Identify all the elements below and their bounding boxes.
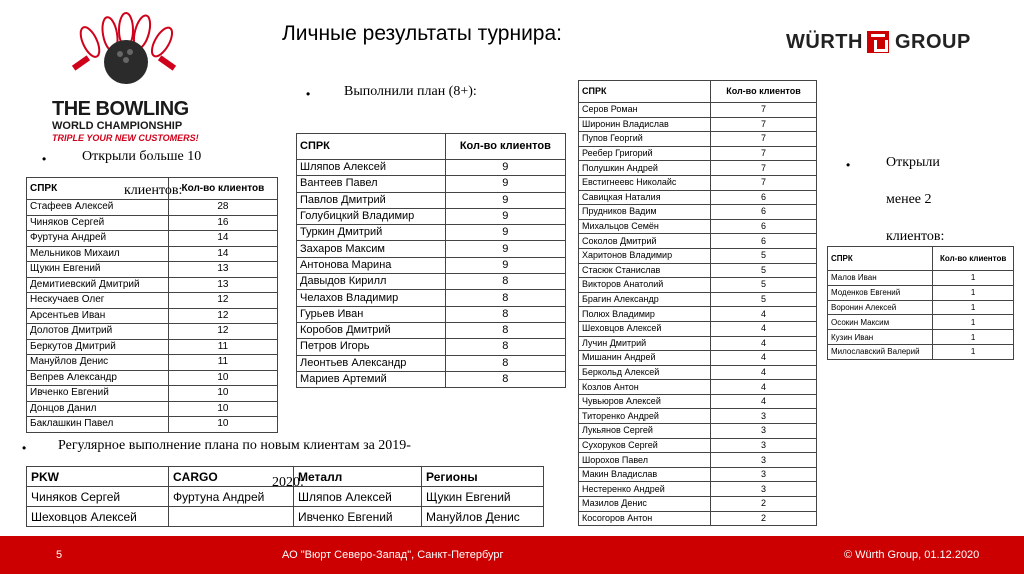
- table-row: [27, 308, 278, 324]
- count-cell: 9: [445, 176, 565, 192]
- table-row: [297, 241, 566, 257]
- count-cell: 2: [710, 497, 816, 512]
- name-cell: Фуртуна Андрей: [27, 231, 169, 247]
- cell: Фуртуна Андрей: [169, 487, 294, 507]
- name-cell: Захаров Максим: [297, 241, 446, 257]
- header-count: Кол-во клиентов: [445, 134, 565, 160]
- name-cell: Нескучаев Олег: [27, 293, 169, 309]
- table-row: [579, 175, 817, 190]
- count-cell: 7: [710, 161, 816, 176]
- count-cell: 4: [710, 380, 816, 395]
- table-row: [828, 300, 1014, 315]
- count-cell: 4: [710, 336, 816, 351]
- name-cell: Чувьюров Алексей: [579, 394, 711, 409]
- count-cell: 8: [445, 290, 565, 306]
- name-cell: Ивченко Евгений: [27, 386, 169, 402]
- table-row: [828, 344, 1014, 359]
- name-cell: Воронин Алексей: [828, 300, 933, 315]
- count-cell: 1: [933, 300, 1014, 315]
- name-cell: Долотов Дмитрий: [27, 324, 169, 340]
- table-row: [579, 307, 817, 322]
- table-less2-body: [828, 271, 1014, 360]
- count-cell: 9: [445, 160, 565, 176]
- cell: Ивченко Евгений: [294, 507, 422, 527]
- header-pkw: PKW: [27, 467, 169, 487]
- name-cell: Широнин Владислав: [579, 117, 711, 132]
- table-row: [27, 370, 278, 386]
- count-cell: 3: [710, 467, 816, 482]
- table-row: [27, 324, 278, 340]
- section-more10-line1: Открыли больше 10: [82, 149, 202, 164]
- table-row: [27, 507, 544, 527]
- name-cell: Реебер Григорий: [579, 146, 711, 161]
- table-row: [27, 200, 278, 216]
- name-cell: Пупов Георгий: [579, 132, 711, 147]
- table-row: [828, 271, 1014, 286]
- count-cell: 8: [445, 322, 565, 338]
- count-cell: 10: [168, 417, 277, 433]
- table-all: [578, 80, 817, 526]
- count-cell: 13: [168, 277, 277, 293]
- name-cell: Полюх Владимир: [579, 307, 711, 322]
- count-cell: 10: [168, 386, 277, 402]
- name-cell: Стафеев Алексей: [27, 200, 169, 216]
- table-row: [297, 225, 566, 241]
- name-cell: Мануйлов Денис: [27, 355, 169, 371]
- count-cell: 8: [445, 274, 565, 290]
- name-cell: Туркин Дмитрий: [297, 225, 446, 241]
- count-cell: 4: [710, 351, 816, 366]
- table-plan8: [296, 133, 566, 388]
- count-cell: 13: [168, 262, 277, 278]
- name-cell: Макин Владислав: [579, 467, 711, 482]
- table-row: [828, 285, 1014, 300]
- count-cell: 10: [168, 401, 277, 417]
- name-cell: Павлов Дмитрий: [297, 192, 446, 208]
- count-cell: 3: [710, 424, 816, 439]
- name-cell: Антонова Марина: [297, 257, 446, 273]
- table-row: [579, 409, 817, 424]
- section-less2-line1: Открыли: [886, 155, 940, 170]
- name-cell: Шляпов Алексей: [297, 160, 446, 176]
- header-count: Кол-во клиентов: [168, 178, 277, 200]
- count-cell: 1: [933, 271, 1014, 286]
- count-cell: 6: [710, 190, 816, 205]
- count-cell: 5: [710, 248, 816, 263]
- name-cell: Шорохов Павел: [579, 453, 711, 468]
- name-cell: Вантеев Павел: [297, 176, 446, 192]
- section-plan8-label: Выполнили план (8+):: [344, 84, 477, 99]
- table-row: [27, 231, 278, 247]
- header-regiony: Регионы: [422, 467, 544, 487]
- footer-copyright: © Würth Group, 01.12.2020: [844, 549, 980, 561]
- table-row: [297, 274, 566, 290]
- table-row: [579, 351, 817, 366]
- table-row: [297, 339, 566, 355]
- table-row: [579, 511, 817, 526]
- wurth-mark-icon: [867, 31, 889, 53]
- count-cell: 7: [710, 117, 816, 132]
- count-cell: 3: [710, 453, 816, 468]
- table-row: [297, 160, 566, 176]
- count-cell: 8: [445, 306, 565, 322]
- table-row: [579, 161, 817, 176]
- table-more10: [26, 177, 278, 433]
- name-cell: Полушкин Андрей: [579, 161, 711, 176]
- name-cell: Шеховцов Алексей: [579, 321, 711, 336]
- name-cell: Моденков Евгений: [828, 285, 933, 300]
- table-row: [297, 208, 566, 224]
- header-cargo: CARGO: [169, 467, 294, 487]
- name-cell: Лукьянов Сергей: [579, 424, 711, 439]
- page-number: 5: [56, 549, 63, 561]
- bullet-icon: •: [846, 158, 851, 172]
- footer-bar: [0, 536, 1024, 574]
- table-row: [27, 386, 278, 402]
- name-cell: Коробов Дмитрий: [297, 322, 446, 338]
- table-row: [297, 322, 566, 338]
- count-cell: 7: [710, 175, 816, 190]
- section-less2-line3: клиентов:: [886, 229, 945, 244]
- name-cell: Серов Роман: [579, 103, 711, 118]
- count-cell: 10: [168, 370, 277, 386]
- table-row: [27, 293, 278, 309]
- table-row: [579, 219, 817, 234]
- table-less2: [827, 246, 1014, 360]
- header-sprk: СПРК: [579, 81, 711, 103]
- name-cell: Беркольд Алексей: [579, 365, 711, 380]
- count-cell: 3: [710, 482, 816, 497]
- table-row: [297, 290, 566, 306]
- header-count: Кол-во клиентов: [710, 81, 816, 103]
- logo-line-2: WORLD CHAMPIONSHIP: [52, 120, 183, 132]
- count-cell: 14: [168, 231, 277, 247]
- count-cell: 1: [933, 330, 1014, 345]
- count-cell: 3: [710, 409, 816, 424]
- name-cell: Нестеренко Андрей: [579, 482, 711, 497]
- count-cell: 14: [168, 246, 277, 262]
- table-row: [27, 277, 278, 293]
- table-row: [27, 246, 278, 262]
- logo-line-3: TRIPLE YOUR NEW CUSTOMERS!: [52, 133, 199, 143]
- name-cell: Челахов Владимир: [297, 290, 446, 306]
- logo-line-1: THE BOWLING: [52, 98, 189, 120]
- name-cell: Савицкая Наталия: [579, 190, 711, 205]
- name-cell: Михальцов Семён: [579, 219, 711, 234]
- name-cell: Косогоров Антон: [579, 511, 711, 526]
- table-row: [579, 292, 817, 307]
- count-cell: 5: [710, 278, 816, 293]
- bowling-logo: [50, 12, 200, 143]
- page-title: Личные результаты турнира:: [282, 22, 563, 45]
- table-row: [27, 401, 278, 417]
- table-row: [27, 417, 278, 433]
- table-row: [579, 438, 817, 453]
- count-cell: 11: [168, 355, 277, 371]
- section-regular-line2: 2020:: [272, 475, 304, 490]
- count-cell: 4: [710, 307, 816, 322]
- table-row: [579, 394, 817, 409]
- header-sprk: СПРК: [828, 247, 933, 271]
- name-cell: Сухоруков Сергей: [579, 438, 711, 453]
- table-row: [579, 380, 817, 395]
- name-cell: Мазилов Денис: [579, 497, 711, 512]
- count-cell: 9: [445, 241, 565, 257]
- section-more10-line2: клиентов:: [124, 183, 183, 198]
- count-cell: 2: [710, 511, 816, 526]
- table-row: [27, 215, 278, 231]
- name-cell: Козлов Антон: [579, 380, 711, 395]
- table-row: [579, 146, 817, 161]
- count-cell: 4: [710, 365, 816, 380]
- name-cell: Вепрев Александр: [27, 370, 169, 386]
- name-cell: Баклашкин Павел: [27, 417, 169, 433]
- section-less2-line2: менее 2: [886, 192, 932, 207]
- name-cell: Милославский Валерий: [828, 344, 933, 359]
- count-cell: 7: [710, 103, 816, 118]
- name-cell: Малов Иван: [828, 271, 933, 286]
- table-row: [27, 262, 278, 278]
- wurth-group-logo: [786, 30, 971, 54]
- name-cell: Викторов Анатолий: [579, 278, 711, 293]
- name-cell: Осокин Максим: [828, 315, 933, 330]
- table-row: [579, 190, 817, 205]
- table-plan8-body: [297, 160, 566, 388]
- name-cell: Мариев Артемий: [297, 371, 446, 387]
- table-more10-body: [27, 200, 278, 433]
- name-cell: Прудников Вадим: [579, 205, 711, 220]
- table-row: [828, 330, 1014, 345]
- cell: Мануйлов Денис: [422, 507, 544, 527]
- name-cell: Стасюк Станислав: [579, 263, 711, 278]
- table-row: [297, 192, 566, 208]
- brand-right-text: GROUP: [894, 30, 971, 53]
- name-cell: Харитонов Владимир: [579, 248, 711, 263]
- table-row: [27, 339, 278, 355]
- count-cell: 8: [445, 339, 565, 355]
- cell: Чиняков Сергей: [27, 487, 169, 507]
- count-cell: 11: [168, 339, 277, 355]
- count-cell: 12: [168, 293, 277, 309]
- brand-left-text: WÜRTH: [786, 30, 863, 53]
- table-row: [297, 355, 566, 371]
- bullet-icon: •: [42, 152, 47, 166]
- count-cell: 28: [168, 200, 277, 216]
- name-cell: Лучин Дмитрий: [579, 336, 711, 351]
- count-cell: 4: [710, 394, 816, 409]
- table-row: [579, 321, 817, 336]
- table-row: [579, 103, 817, 118]
- header-sprk: СПРК: [27, 178, 169, 200]
- table-row: [579, 467, 817, 482]
- table-row: [297, 257, 566, 273]
- header-metall: Металл: [294, 467, 422, 487]
- count-cell: 6: [710, 205, 816, 220]
- table-all-body: [579, 103, 817, 526]
- table-row: [579, 263, 817, 278]
- name-cell: Гурьев Иван: [297, 306, 446, 322]
- name-cell: Кузин Иван: [828, 330, 933, 345]
- count-cell: 7: [710, 146, 816, 161]
- count-cell: 12: [168, 324, 277, 340]
- table-row: [579, 205, 817, 220]
- count-cell: 5: [710, 292, 816, 307]
- footer-company: АО "Вюрт Северо-Запад", Санкт-Петербург: [282, 549, 504, 561]
- name-cell: Донцов Данил: [27, 401, 169, 417]
- name-cell: Голубицкий Владимир: [297, 208, 446, 224]
- table-row: [297, 176, 566, 192]
- cell: Щукин Евгений: [422, 487, 544, 507]
- table-row: [297, 371, 566, 387]
- cell: [169, 507, 294, 527]
- name-cell: Соколов Дмитрий: [579, 234, 711, 249]
- name-cell: Беркутов Дмитрий: [27, 339, 169, 355]
- name-cell: Демитиевский Дмитрий: [27, 277, 169, 293]
- table-row: [579, 424, 817, 439]
- name-cell: Мельников Михаил: [27, 246, 169, 262]
- name-cell: Брагин Александр: [579, 292, 711, 307]
- name-cell: Евстигнеевс Николайс: [579, 175, 711, 190]
- table-row: [579, 117, 817, 132]
- count-cell: 7: [710, 132, 816, 147]
- count-cell: 9: [445, 225, 565, 241]
- header-sprk: СПРК: [297, 134, 446, 160]
- table-row: [579, 336, 817, 351]
- count-cell: 16: [168, 215, 277, 231]
- count-cell: 1: [933, 344, 1014, 359]
- count-cell: 8: [445, 355, 565, 371]
- count-cell: 1: [933, 285, 1014, 300]
- table-row: [828, 315, 1014, 330]
- section-regular-line1: Регулярное выполнение плана по новым клиентам за 2019-: [58, 438, 411, 453]
- table-row: [297, 306, 566, 322]
- table-row: [579, 234, 817, 249]
- count-cell: 9: [445, 208, 565, 224]
- name-cell: Леонтьев Александр: [297, 355, 446, 371]
- header-count: Кол-во клиентов: [933, 247, 1014, 271]
- name-cell: Титоренко Андрей: [579, 409, 711, 424]
- count-cell: 4: [710, 321, 816, 336]
- count-cell: 6: [710, 219, 816, 234]
- name-cell: Мишанин Андрей: [579, 351, 711, 366]
- table-row: [579, 248, 817, 263]
- cell: Шляпов Алексей: [294, 487, 422, 507]
- name-cell: Давыдов Кирилл: [297, 274, 446, 290]
- count-cell: 1: [933, 315, 1014, 330]
- count-cell: 5: [710, 263, 816, 278]
- bullet-icon: •: [22, 441, 27, 455]
- count-cell: 12: [168, 308, 277, 324]
- count-cell: 9: [445, 257, 565, 273]
- count-cell: 8: [445, 371, 565, 387]
- table-row: [579, 132, 817, 147]
- name-cell: Щукин Евгений: [27, 262, 169, 278]
- name-cell: Петров Игорь: [297, 339, 446, 355]
- count-cell: 6: [710, 234, 816, 249]
- name-cell: Арсентьев Иван: [27, 308, 169, 324]
- table-row: [579, 497, 817, 512]
- count-cell: 9: [445, 192, 565, 208]
- bullet-icon: •: [306, 87, 311, 101]
- cell: Шеховцов Алексей: [27, 507, 169, 527]
- bowling-pins-icon: [70, 12, 180, 90]
- table-row: [579, 278, 817, 293]
- table-row: [579, 453, 817, 468]
- name-cell: Чиняков Сергей: [27, 215, 169, 231]
- count-cell: 3: [710, 438, 816, 453]
- table-row: [27, 355, 278, 371]
- table-row: [579, 482, 817, 497]
- table-row: [579, 365, 817, 380]
